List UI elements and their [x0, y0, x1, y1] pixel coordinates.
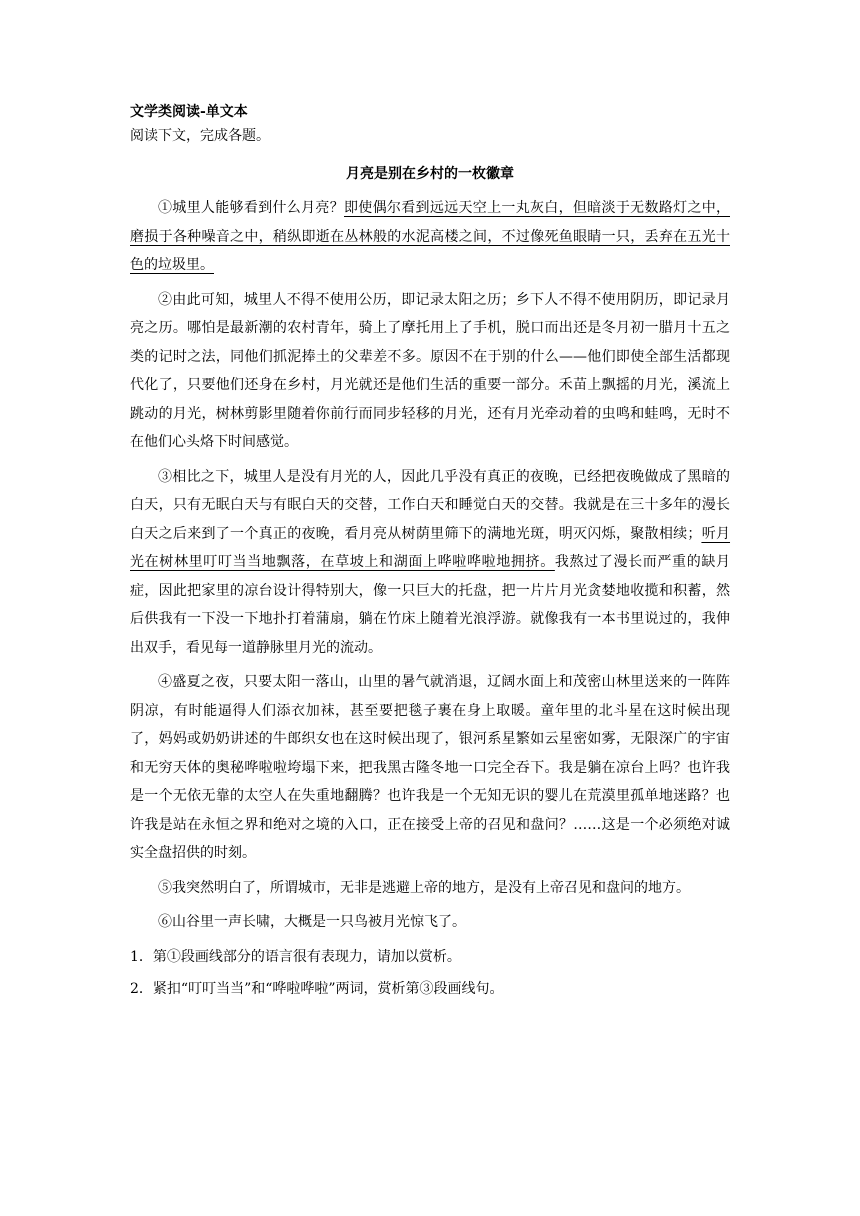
- paragraph-text: ④盛夏之夜，只要太阳一落山，山里的暑气就消退，辽阔水面上和茂密山林里送来的一阵阵阴凉，有时能逼得人们添衣加袜，甚至要把毯子裹在身上取暖。童年里的北斗星在这时候出现了，妈妈或奶奶讲述的牛郎织女也在这时候出现了，银河系星繁如云星密如雾，无限深广的宇宙和无穷天体的奥秘哗啦啦垮塌下来，把我黑古隆冬地一口完全吞下。我是躺在凉台上吗？也许我是一个无依无靠的太空人在失重地翻腾？也许我是一个无知无识的婴儿在荒漠里孤单地迷路？也许我是站在永恒之界和绝对之境的入口，正在接受上帝的召见和盘问？……这是一个必须绝对诚实全盘招供的时刻。: [130, 674, 730, 861]
- paragraph-text: ⑥山谷里一声长啸，大概是一只鸟被月光惊飞了。: [158, 914, 466, 930]
- question-2: 2．紧扣“叮叮当当”和“哗啦哗啦”两词，赏析第③段画线句。: [130, 980, 504, 997]
- instruction-text: 阅读下文，完成各题。: [130, 128, 270, 144]
- underlined-sentence: 即使偶尔看到远远天空上一丸灰白，但暗淡于无数路灯之中，磨损于各种噪音之中，稍纵即逝在丛林般的水泥高楼之间，不过像死鱼眼睛一只，丢弃在五光十色的垃圾里。: [130, 200, 730, 273]
- paragraph-text: ①城里人能够看到什么月亮？: [158, 200, 344, 216]
- paragraph-text: ②由此可知，城里人不得不使用公历，即记录太阳之历；乡下人不得不使用阴历，即记录月亮之历。哪怕是最新潮的农村青年，骑上了摩托用上了手机，脱口而出还是冬月初一腊月十五之类的记时之法，同他们抓泥捧土的父辈差不多。原因不在于别的什么——他们即使全部生活都现代化了，只要他们还身在乡村，月光就还是他们生活的重要一部分。禾苗上飘摇的月光，溪流上跳动的月光，树林剪影里随着你前行而同步轻移的月光，还有月光牵动着的虫鸣和蛙鸣，无时不在他们心头烙下时间感觉。: [130, 291, 730, 450]
- paragraph-6: [130, 908, 730, 937]
- section-title: 文学类阅读-单文本: [130, 104, 248, 120]
- paragraph-text: 我熬过了漫长而严重的缺月症，因此把家里的凉台设计得特别大，像一只巨大的托盘，把一片片月光贪婪地收揽和积蓄，然后供我有一下没一下地扑打着蒲扇，躺在竹床上随着光浪浮游。就像我有一本书里说过的，我伸出双手，看见每一道静脉里月光的流动。: [130, 554, 731, 656]
- article-title: 月亮是别在乡村的一枚徽章: [346, 166, 514, 182]
- document-page: [130, 100, 730, 1003]
- paragraph-3: [130, 463, 730, 663]
- question-1: 1．第①段画线部分的语言很有表现力，请加以赏析。: [130, 948, 461, 965]
- paragraph-2: [130, 286, 730, 457]
- paragraph-text: ⑤我突然明白了，所谓城市，无非是逃避上帝的地方，是没有上帝召见和盘问的地方。: [158, 879, 690, 896]
- underlined-sentence: 听月光在树林里叮叮当当地飘落，在草坡上和湖面上哗啦哗啦地拥挤。: [130, 525, 731, 570]
- paragraph-5: [130, 874, 730, 903]
- paragraph-4: [130, 668, 730, 868]
- paragraph-1: [130, 194, 730, 280]
- paragraph-text: ③相比之下，城里人是没有月光的人，因此几乎没有真正的夜晚，已经把夜晚做成了黑暗的白天，只有无眠白天与有眠白天的交替，工作白天和睡觉白天的交替。我就是在三十多年的漫长白天之后来到了一个真正的夜晚，看月亮从树荫里筛下的满地光斑，明灭闪烁，聚散相续；: [130, 468, 730, 542]
